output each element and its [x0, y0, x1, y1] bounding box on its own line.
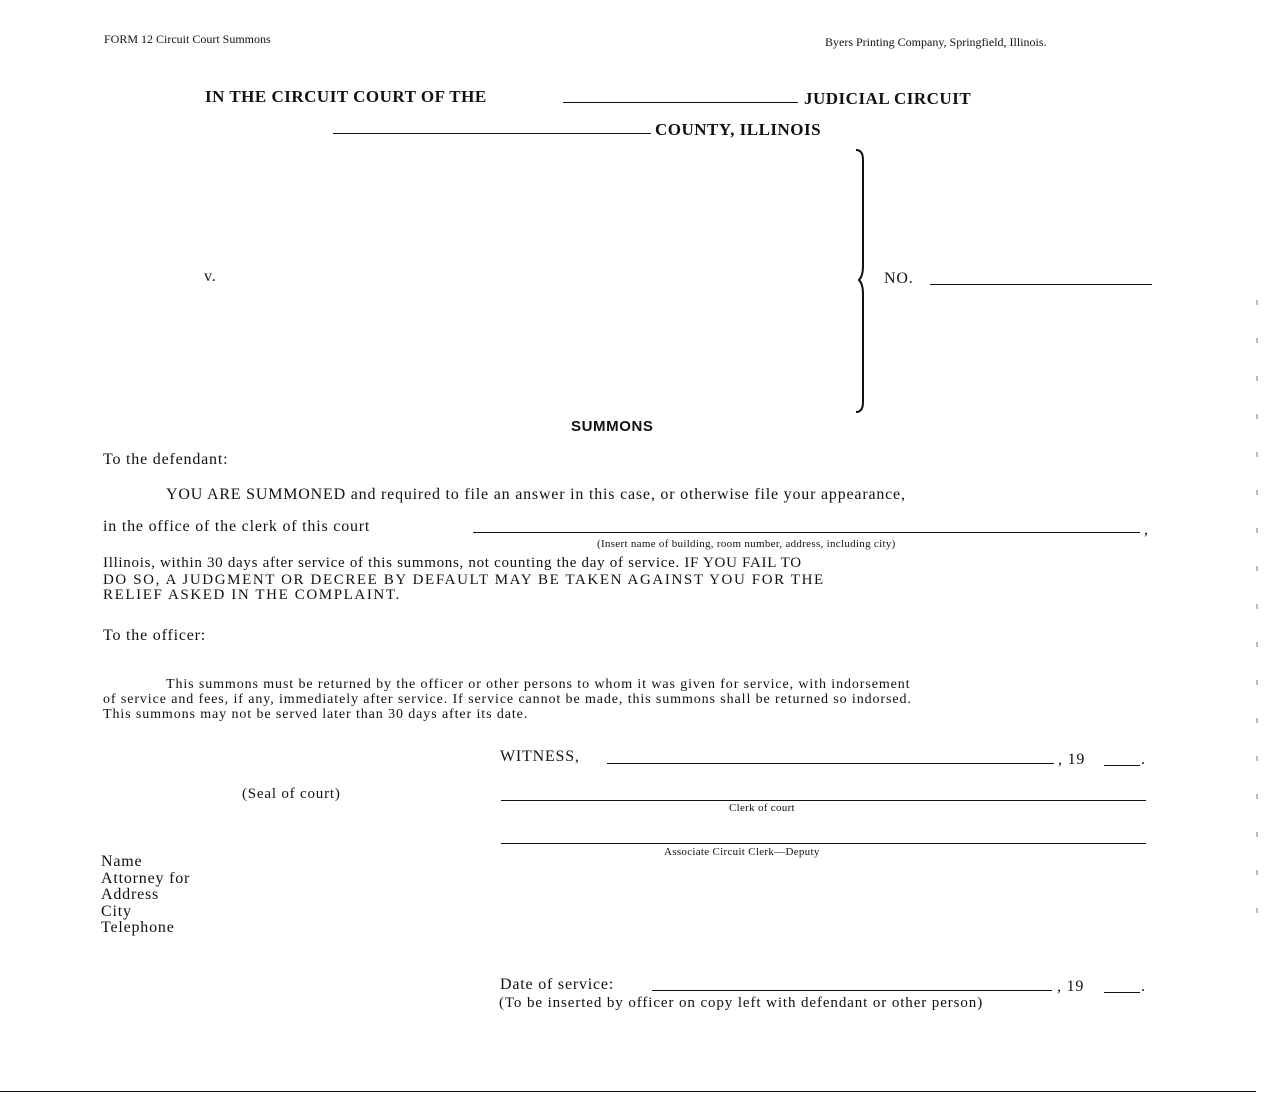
- default-warning-line1: DO SO, A JUDGMENT OR DECREE BY DEFAULT MAY BE TAKEN AGAINST YOU FOR THE: [103, 572, 825, 588]
- bottom-rule: [0, 1091, 1256, 1092]
- default-warning-line2: RELIEF ASKED IN THE COMPLAINT.: [103, 587, 401, 603]
- clerk-signature-line[interactable]: [501, 800, 1146, 801]
- clerk-office-address-blank[interactable]: [473, 532, 1140, 533]
- office-comma: ,: [1144, 521, 1149, 538]
- clerk-of-court-caption: Clerk of court: [729, 802, 795, 814]
- form-id: FORM 12 Circuit Court Summons: [104, 32, 271, 46]
- officer-instruction-line3: This summons may not be served later than 30 days after its date.: [103, 707, 529, 722]
- witness-label: WITNESS,: [500, 748, 580, 765]
- office-text: in the office of the clerk of this court: [103, 518, 371, 535]
- attorney-name-label: Name: [101, 853, 143, 870]
- attorney-telephone-label: Telephone: [101, 919, 175, 936]
- service-year-prefix: , 19: [1057, 978, 1085, 995]
- officer-salutation: To the officer:: [103, 627, 206, 644]
- officer-instruction-line2: of service and fees, if any, immediately after service. If service cannot be made, this summons shall be returned so indorsed.: [103, 692, 912, 707]
- date-of-service-blank[interactable]: [652, 990, 1052, 991]
- summoned-rest: and required to file an answer in this case, or otherwise file your appearance,: [350, 486, 906, 503]
- defendant-salutation: To the defendant:: [103, 451, 229, 468]
- attorney-address-label: Address: [101, 886, 160, 903]
- printer-credit: Byers Printing Company, Springfield, Illinois.: [825, 35, 1047, 49]
- judicial-circuit-label: JUDICIAL CIRCUIT: [804, 89, 972, 108]
- summons-title: SUMMONS: [571, 418, 654, 435]
- officer-instruction-line1: This summons must be returned by the officer or other persons to whom it was given for service, with indorsement: [166, 677, 911, 692]
- case-number-label: NO.: [884, 270, 914, 287]
- date-of-service-label: Date of service:: [500, 976, 615, 993]
- county-label: COUNTY, ILLINOIS: [655, 120, 822, 139]
- deputy-signature-line[interactable]: [501, 843, 1146, 844]
- service-year-suffix: .: [1141, 978, 1146, 995]
- court-heading-prefix: IN THE CIRCUIT COURT OF THE: [205, 87, 487, 106]
- judicial-circuit-blank[interactable]: [563, 102, 798, 103]
- deadline-line: Illinois, within 30 days after service of this summons, not counting the day of service. IF YOU FAIL TO: [103, 555, 802, 571]
- service-note: (To be inserted by officer on copy left with defendant or other person): [499, 995, 984, 1011]
- caption-brace: [850, 148, 880, 416]
- witness-year-prefix: , 19: [1058, 751, 1086, 768]
- witness-year-blank[interactable]: [1104, 765, 1140, 766]
- associate-clerk-caption: Associate Circuit Clerk—Deputy: [664, 846, 820, 858]
- insert-address-hint: (Insert name of building, room number, address, including city): [597, 538, 896, 550]
- attorney-for-label: Attorney for: [101, 870, 191, 887]
- service-year-blank[interactable]: [1104, 992, 1140, 993]
- seal-of-court: (Seal of court): [242, 786, 341, 802]
- attorney-city-label: City: [101, 903, 132, 920]
- witness-year-suffix: .: [1141, 751, 1146, 768]
- case-number-blank[interactable]: [930, 284, 1152, 285]
- summoned-paragraph: [166, 486, 906, 504]
- county-blank[interactable]: [333, 133, 651, 134]
- versus-label: v.: [204, 268, 217, 285]
- witness-blank[interactable]: [607, 763, 1054, 764]
- summoned-lead: YOU ARE SUMMONED: [166, 486, 346, 503]
